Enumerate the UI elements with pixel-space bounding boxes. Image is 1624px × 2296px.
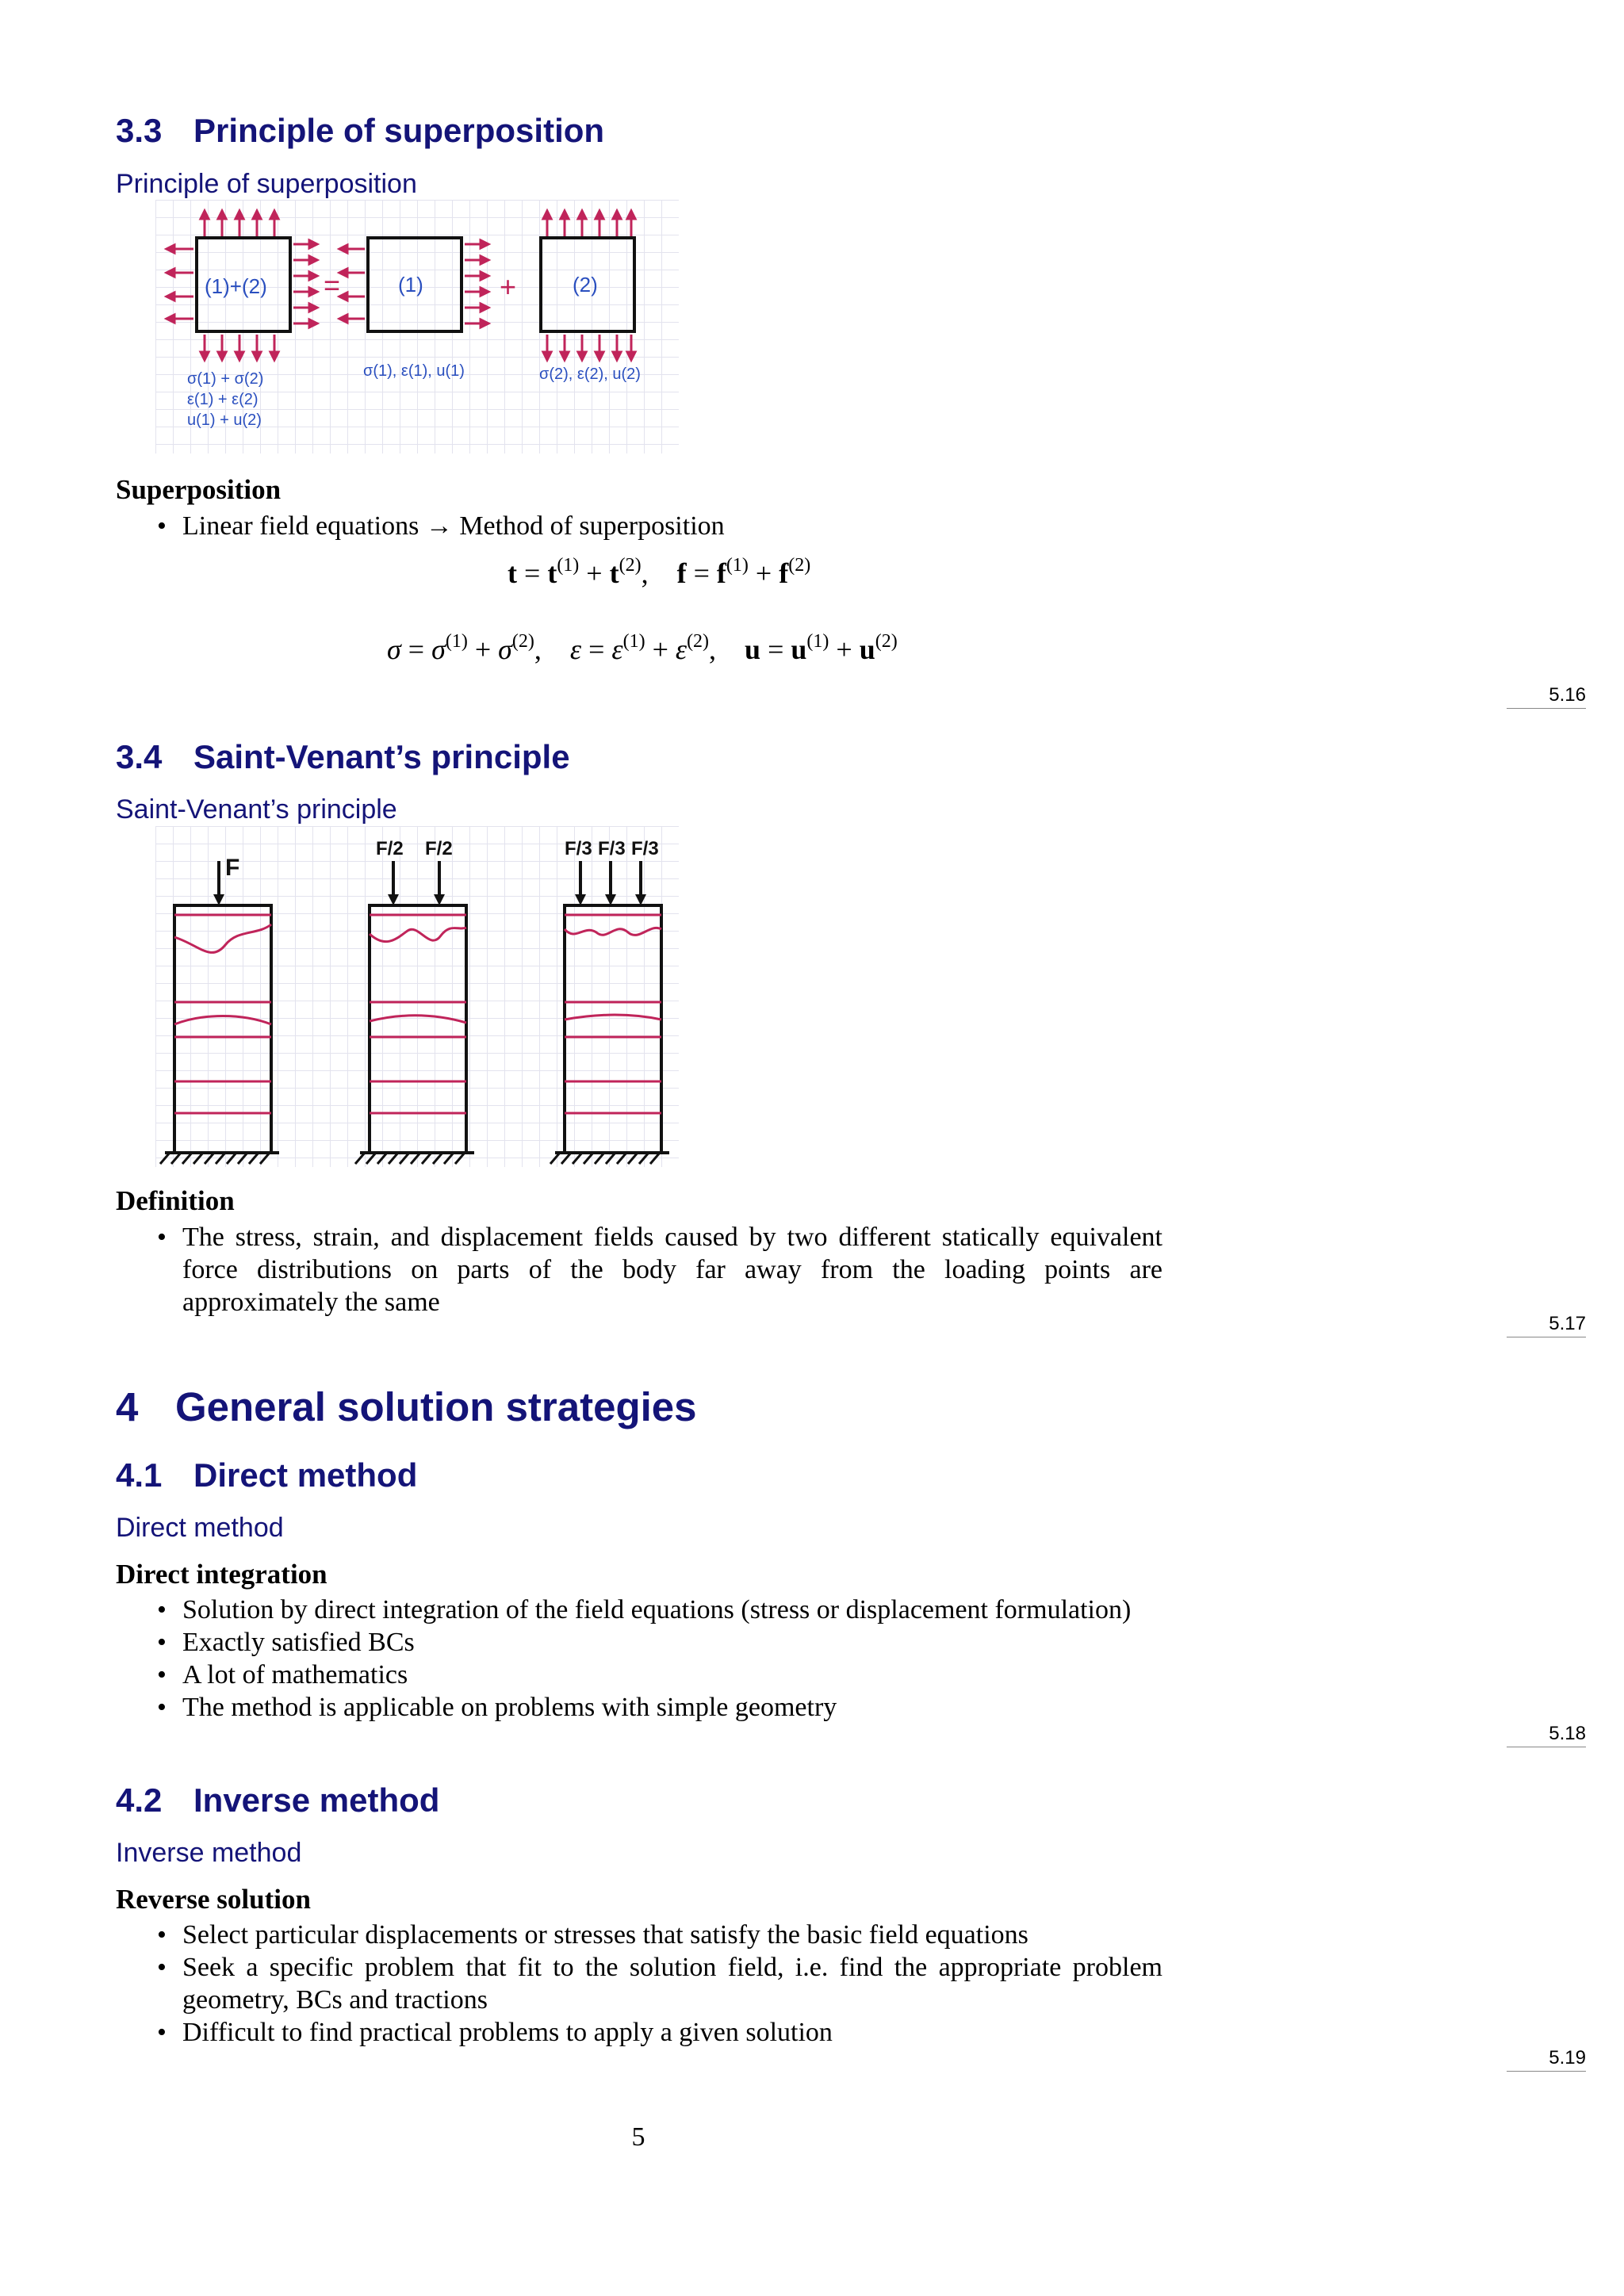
chapter-number: 4 [116,1384,139,1429]
combined-stress-label: σ(1) + σ(2) [187,370,264,388]
traction-force-equation: $t = t^{(1)} + t^{(2)}$, $f = f^{(1)} + f^{(2)}$ [508,555,811,589]
saint-venant-sketch [155,826,679,1167]
equals-sign: = [324,269,341,301]
load-label-f-third: F/3 [598,838,626,859]
load-label-f-half: F/2 [425,838,453,859]
list-item: • A lot of mathematics [116,1659,1226,1691]
definition-list [116,1221,1162,1318]
box-label-combined: (1)+(2) [205,274,267,298]
case1-fields-label: σ(1), ε(1), u(1) [363,362,465,380]
slide-number: 5.17 [1507,1314,1586,1337]
list-item: • Linear field equations → Method of superposition [116,510,1162,542]
section-number: 4.2 [116,1781,163,1819]
section-title: Principle of superposition [193,112,605,149]
field-superposition-equation: $\sigma = \sigma^{(1)} + \sigma^{(2)}$, $\varepsilon = \varepsilon^{(1)} + \varepsilon^{(2)}$, $u = u^{(1)} + u^{(2)}$ [387,631,898,665]
load-label-f-third: F/3 [631,838,659,859]
section-number: 4.1 [116,1456,163,1494]
section-heading [116,114,604,147]
list-item: • The method is applicable on problems with simple geometry [116,1691,1226,1724]
page-number: 5 [631,2122,645,2152]
combined-strain-label: ε(1) + ε(2) [187,391,259,408]
plus-sign: + [500,270,517,303]
reverse-solution-heading: Reverse solution [116,1884,311,1915]
slide-number: 5.19 [1507,2049,1586,2072]
superposition-heading: Superposition [116,474,282,505]
chapter-heading [116,1384,697,1429]
slide-number: 5.18 [1507,1724,1586,1747]
list-item: • Solution by direct integration of the field equations (stress or displacement formulation) [116,1594,1226,1626]
load-label-f-half: F/2 [376,838,404,859]
frame-title: Direct method [116,1513,284,1543]
section-heading [116,740,570,774]
load-label-f: F [225,855,240,881]
list-item: • The stress, strain, and displacement fields caused by two different statically equivalent force distributions on parts of the body far away from the loading points are approximately the same [116,1221,1162,1318]
box-label-1: (1) [398,273,423,297]
section-heading [116,1781,440,1819]
list-item: • Difficult to find practical problems to apply a given solution [116,2016,1162,2049]
chapter-title: General solution strategies [175,1384,697,1429]
list-item: • Select particular displacements or stresses that satisfy the basic field equations [116,1919,1162,1951]
list-item: • Exactly satisfied BCs [116,1626,1226,1659]
section-title: Saint-Venant’s principle [193,738,570,775]
definition-heading: Definition [116,1185,235,1216]
section-number: 3.3 [116,112,163,149]
load-label-f-third: F/3 [565,838,592,859]
combined-displacement-label: u(1) + u(2) [187,411,262,429]
frame-title: Saint-Venant’s principle [116,794,397,825]
section-title: Direct method [193,1456,418,1494]
frame-title: Principle of superposition [116,169,417,199]
superposition-list [116,510,1162,542]
superposition-sketch [155,200,679,453]
frame-title: Inverse method [116,1838,302,1868]
list-item: • Seek a specific problem that fit to the solution field, i.e. find the appropriate problem geometry, BCs and tractions [116,1951,1162,2016]
inverse-method-list [116,1919,1162,2049]
section-heading [116,1456,418,1494]
box-label-2: (2) [573,273,598,297]
section-number: 3.4 [116,738,163,775]
case2-fields-label: σ(2), ε(2), u(2) [539,365,641,383]
slide-number: 5.16 [1507,686,1586,709]
section-title: Inverse method [193,1781,440,1819]
direct-method-list [116,1594,1226,1724]
direct-integration-heading: Direct integration [116,1559,327,1590]
